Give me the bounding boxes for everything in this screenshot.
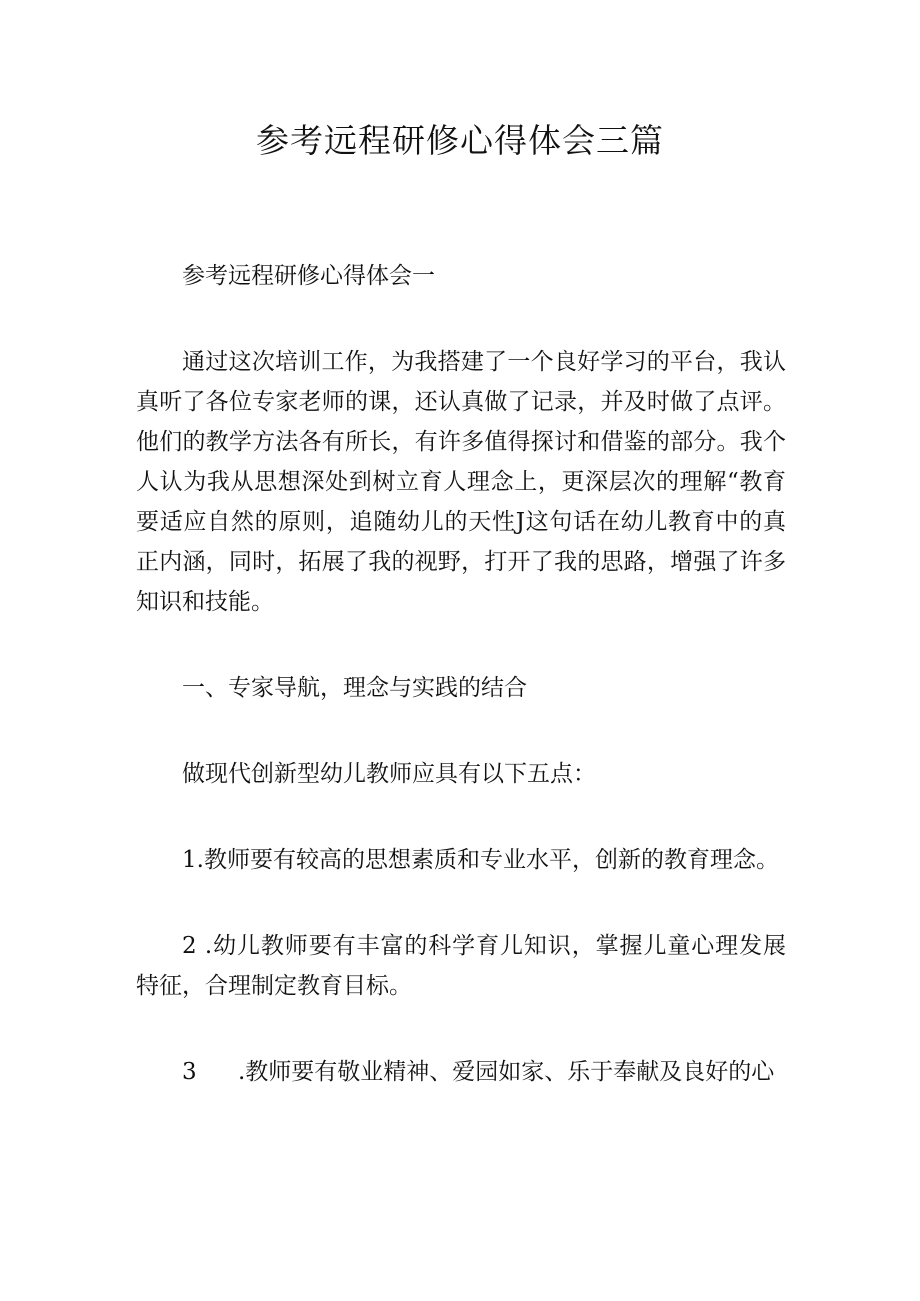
section-heading: 参考远程研修心得体会一 bbox=[182, 263, 435, 289]
list-item-number: 2 . bbox=[182, 933, 213, 959]
list-item-text: .教师要有敬业精神、爱园如家、乐于奉献及良好的心 bbox=[238, 1059, 775, 1085]
list-item-1 bbox=[136, 840, 786, 880]
document-body bbox=[136, 256, 786, 1092]
list-item-number: 1. bbox=[182, 847, 204, 873]
list-item-2 bbox=[136, 926, 786, 1006]
list-item-text: 幼儿教师要有丰富的科学育儿知识，掌握儿童心理发展特征，合理制定教育目标。 bbox=[136, 933, 786, 999]
intro-paragraph: 通过这次培训工作，为我搭建了一个良好学习的平台，我认真听了各位专家老师的课，还认真做了记录，并及时做了点评。他们的教学方法各有所长，有许多值得探讨和借鉴的部分。我个人认为我从思想深处到树立育人理念上，更深层次的理解“教育要适应自然的原则，追随幼儿的天性J这句话在幼儿教育中的真正内涵，同时，拓展了我的视野，打开了我的思路，增强了许多知识和技能。 bbox=[136, 349, 786, 615]
list-item-text: 教师要有较高的思想素质和专业水平，创新的教育理念。 bbox=[203, 847, 779, 873]
document-title: 参考远程研修心得体会三篇 bbox=[256, 121, 664, 160]
list-item-3 bbox=[136, 1052, 786, 1092]
list-intro: 做现代创新型幼儿教师应具有以下五点： bbox=[182, 761, 596, 787]
subheading-experts: 一、专家导航，理念与实践的结合 bbox=[182, 675, 527, 701]
list-item-number: 3 bbox=[182, 1059, 197, 1085]
